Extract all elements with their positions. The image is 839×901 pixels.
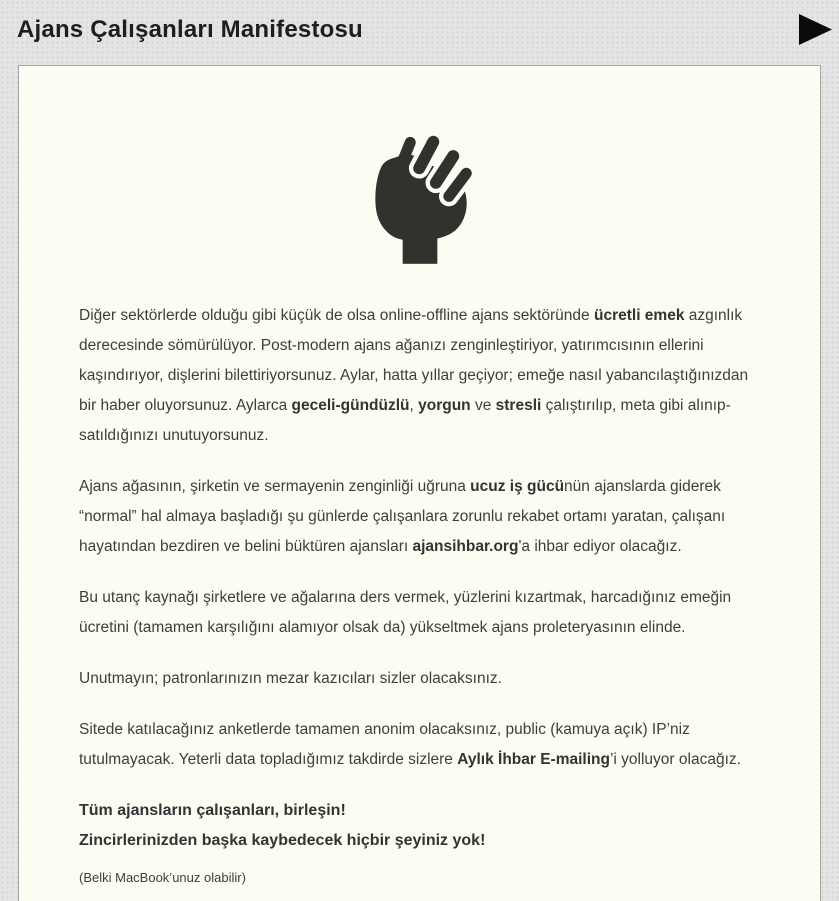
footnote: (Belki MacBook’unuz olabilir) xyxy=(79,870,246,885)
play-triangle-icon xyxy=(799,14,832,45)
paragraph-2 xyxy=(79,472,760,562)
text-segment: nün ajanslarda giderek “normal” hal almaya başladığı şu günlerde çalışanlara zorunlu rekabet ortamı yaratan, çalışanı hayatından bezdiren ve belini büktüren ajansları xyxy=(79,478,726,555)
emphasis-text: ucuz iş gücü xyxy=(470,478,565,495)
slogan-line-2: Zincirlerinizden başka kaybedecek hiçbir şeyiniz yok! xyxy=(79,832,486,849)
emphasis-text: ajansihbar.org xyxy=(412,538,519,555)
paragraph-3 xyxy=(79,583,760,643)
text-segment: , xyxy=(409,397,419,414)
emphasis-text: Aylık İhbar E-mailing xyxy=(457,751,610,768)
page-header xyxy=(0,0,839,65)
slogan-line-1: Tüm ajansların çalışanları, birleşin! xyxy=(79,802,346,819)
paragraph-1 xyxy=(79,301,760,451)
text-segment: Bu utanç kaynağı şirketlere ve ağalarına ders vermek, yüzlerini kızartmak, harcadığınız emeğin ücretini (tamamen karşılığını alamıyor olsak da) yükseltmek ajans proleteryasının elinde. xyxy=(79,589,732,636)
text-segment: ve xyxy=(470,397,496,414)
text-segment: Diğer sektörlerde olduğu gibi küçük de olsa online-offline ajans sektöründe xyxy=(79,307,594,324)
text-segment: ’i yolluyor olacağız. xyxy=(609,751,741,768)
emphasis-text: stresli xyxy=(495,397,542,414)
raised-fist-icon xyxy=(79,124,760,269)
text-segment: çalıştırılıp, meta gibi alınıp-satıldığınızı unutuyorsunuz. xyxy=(79,397,731,444)
emphasis-text: geceli-gündüzlü xyxy=(291,397,410,414)
emphasis-text: ücretli emek xyxy=(593,307,685,324)
text-segment: 'a ihbar ediyor olacağız. xyxy=(518,538,682,555)
text-segment: Unutmayın; patronlarınızın mezar kazıcıları sizler olacaksınız. xyxy=(79,670,502,687)
text-segment: azgınlık derecesinde sömürülüyor. Post-modern ajans ağanızı zenginleştiriyor, yatırımcısının ellerini kaşındırıyor, dişlerini bilettiriyorsunuz. Aylar, hatta yıllar geçiyor; emeğe nasıl yabancılaştığınızdan bir haber oluyorsunuz. Aylarca xyxy=(79,307,749,414)
next-page-button[interactable] xyxy=(799,14,832,45)
text-segment: Sitede katılacağınız anketlerde tamamen anonim olacaksınız, public (kamuya açık) IP’niz tutulmayacak. Yeterli data topladığımız takdirde sizlere xyxy=(79,721,690,768)
paragraph-4 xyxy=(79,664,760,694)
text-segment: Ajans ağasının, şirketin ve sermayenin zenginliği uğruna xyxy=(79,478,471,495)
manifesto-card xyxy=(18,65,821,901)
emphasis-text: yorgun xyxy=(418,397,471,414)
page-title: Ajans Çalışanları Manifestosu xyxy=(17,16,363,43)
manifesto-text xyxy=(79,301,760,888)
paragraph-5 xyxy=(79,715,760,775)
slogan-block xyxy=(79,796,760,856)
